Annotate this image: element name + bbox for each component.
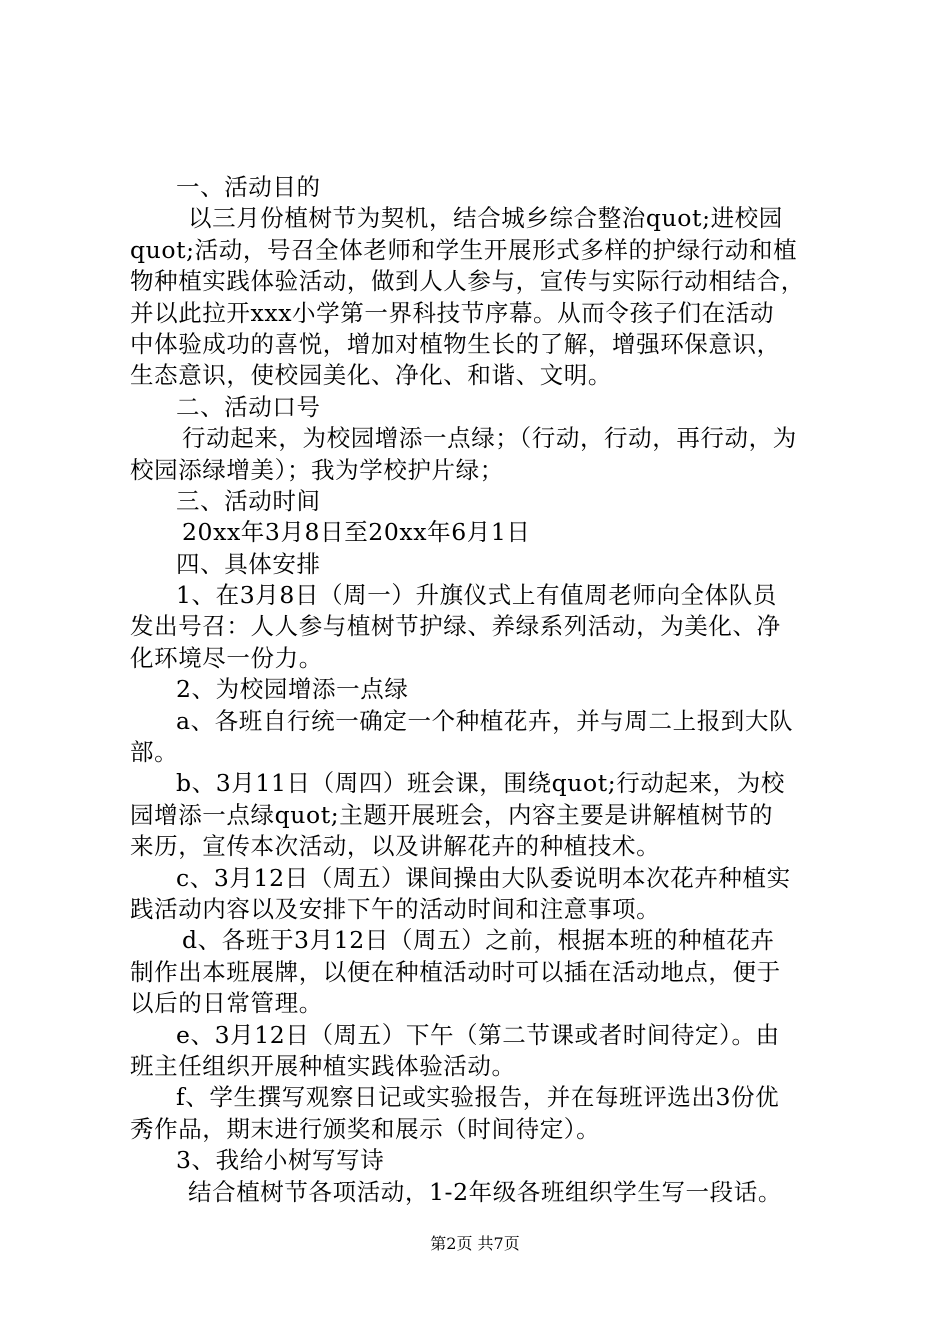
- paragraph-line: 秀作品，期末进行颁奖和展示（时间待定）。: [130, 1114, 601, 1143]
- paragraph-line: a、各班自行统一确定一个种植花卉，并与周二上报到大队: [176, 706, 794, 735]
- paragraph-line: 1、在3月8日（周一）升旗仪式上有值周老师向全体队员: [176, 581, 777, 610]
- paragraph-line: 以三月份植树节为契机，结合城乡综合整治quot;进校园: [188, 204, 783, 233]
- paragraph-line: 20xx年3月8日至20xx年6月1日: [182, 518, 531, 547]
- paragraph-line: 发出号召：人人参与植树节护绿、养绿系列活动，为美化、净: [130, 612, 781, 641]
- subheading-line: 2、为校园增添一点绿: [176, 675, 409, 704]
- paragraph-line: 行动起来，为校园增添一点绿；（行动，行动，再行动，为: [182, 424, 797, 453]
- paragraph-line: 践活动内容以及安排下午的活动时间和注意事项。: [130, 894, 661, 923]
- paragraph-line: 生态意识，使校园美化、净化、和谐、文明。: [130, 361, 612, 390]
- document-body: [130, 172, 842, 1208]
- page-footer: 第2页 共7页: [430, 1234, 520, 1253]
- paragraph-line: f、学生撰写观察日记或实验报告，并在每班评选出3份优: [176, 1083, 780, 1112]
- paragraph-line: 来历，宣传本次活动，以及讲解花卉的种植技术。: [130, 832, 661, 861]
- subheading-line: 3、我给小树写写诗: [176, 1146, 385, 1175]
- paragraph-line: 园增添一点绿quot;主题开展班会，内容主要是讲解植树节的: [130, 800, 774, 829]
- paragraph-line: 结合植树节各项活动，1-2年级各班组织学生写一段话。: [188, 1177, 782, 1206]
- heading-slogan: 二、活动口号: [176, 392, 321, 421]
- paragraph-line: 化环境尽一份力。: [130, 643, 323, 672]
- paragraph-line: 中体验成功的喜悦，增加对植物生长的了解，增强环保意识，: [130, 329, 781, 358]
- paragraph-line: c、3月12日（周五）课间操由大队委说明本次花卉种植实: [176, 863, 791, 892]
- paragraph-line: quot;活动，号召全体老师和学生开展形式多样的护绿行动和植: [130, 235, 798, 264]
- heading-purpose: 一、活动目的: [176, 173, 321, 201]
- paragraph-line: 以后的日常管理。: [130, 989, 323, 1018]
- paragraph-line: e、3月12日（周五）下午（第二节课或者时间待定）。由: [176, 1020, 780, 1049]
- paragraph-line: b、3月11日（周四）班会课，围绕quot;行动起来，为校: [176, 769, 785, 798]
- paragraph-line: 并以此拉开xxx小学第一界科技节序幕。从而令孩子们在活动: [130, 298, 775, 327]
- paragraph-line: 物种植实践体验活动，做到人人参与，宣传与实际行动相结合，: [130, 267, 805, 296]
- paragraph-line: d、各班于3月12日（周五）之前，根据本班的种植花卉: [182, 926, 775, 955]
- heading-arrangement: 四、具体安排: [176, 549, 321, 578]
- heading-time: 三、活动时间: [176, 486, 321, 515]
- paragraph-line: 校园添绿增美）；我为学校护片绿；: [130, 455, 504, 484]
- paragraph-line: 班主任组织开展种植实践体验活动。: [130, 1051, 516, 1080]
- paragraph-line: 部。: [130, 738, 179, 767]
- paragraph-line: 制作出本班展牌，以便在种植活动时可以插在活动地点，便于: [130, 957, 781, 986]
